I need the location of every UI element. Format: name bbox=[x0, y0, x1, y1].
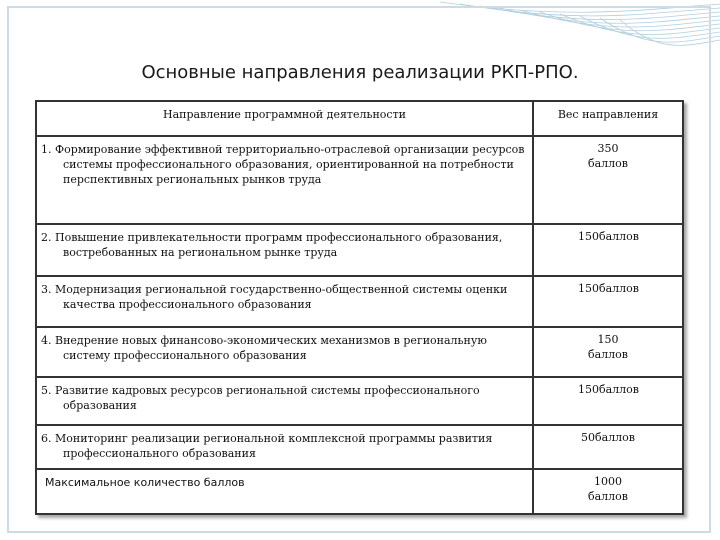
weight-text: 350 баллов bbox=[588, 142, 628, 170]
header-weight: Вес направления bbox=[533, 101, 683, 136]
weight-text: 150 баллов bbox=[588, 333, 628, 361]
weight-cell bbox=[533, 136, 683, 224]
total-label: Максимальное количество баллов bbox=[36, 469, 533, 514]
weight-cell bbox=[533, 224, 683, 276]
direction-cell bbox=[36, 276, 533, 327]
direction-text: 4. Внедрение новых финансово-экономических механизмов в региональную систему профессионального образования bbox=[41, 334, 487, 362]
direction-text: 3. Модернизация региональной государственно-общественной системы оценки качества профессионального образования bbox=[41, 283, 508, 311]
direction-text: 1. Формирование эффективной территориально-отраслевой организации ресурсов системы профессионального образования, ориентированной на потребности перспективных региональных рынков труда bbox=[41, 143, 525, 186]
page-title: Основные направления реализации РКП-РПО. bbox=[141, 62, 579, 83]
table-row bbox=[36, 425, 683, 469]
direction-cell bbox=[36, 377, 533, 425]
direction-cell bbox=[36, 224, 533, 276]
direction-text: 2. Повышение привлекательности программ профессионального образования, востребованных на региональном рынке труда bbox=[41, 231, 503, 259]
weight-cell bbox=[533, 327, 683, 377]
direction-cell bbox=[36, 136, 533, 224]
total-weight-cell bbox=[533, 469, 683, 514]
weight-text: 150баллов bbox=[578, 230, 639, 243]
table-row bbox=[36, 224, 683, 276]
direction-cell bbox=[36, 425, 533, 469]
weight-cell bbox=[533, 276, 683, 327]
total-row bbox=[36, 469, 683, 514]
weight-cell bbox=[533, 425, 683, 469]
weight-text: 50баллов bbox=[581, 431, 635, 444]
table-row bbox=[36, 327, 683, 377]
header-direction: Направление программной деятельности bbox=[36, 101, 533, 136]
direction-text: 5. Развитие кадровых ресурсов региональной системы профессионального образования bbox=[41, 384, 480, 412]
table-row bbox=[36, 377, 683, 425]
total-weight: 1000 баллов bbox=[588, 475, 628, 503]
table-row bbox=[36, 276, 683, 327]
direction-text: 6. Мониторинг реализации региональной комплексной программы развития профессионального образования bbox=[41, 432, 493, 460]
weight-text: 150баллов bbox=[578, 383, 639, 396]
table-row bbox=[36, 136, 683, 224]
directions-table bbox=[35, 100, 684, 515]
weight-cell bbox=[533, 377, 683, 425]
table-header-row bbox=[36, 101, 683, 136]
weight-text: 150баллов bbox=[578, 282, 639, 295]
direction-cell bbox=[36, 327, 533, 377]
